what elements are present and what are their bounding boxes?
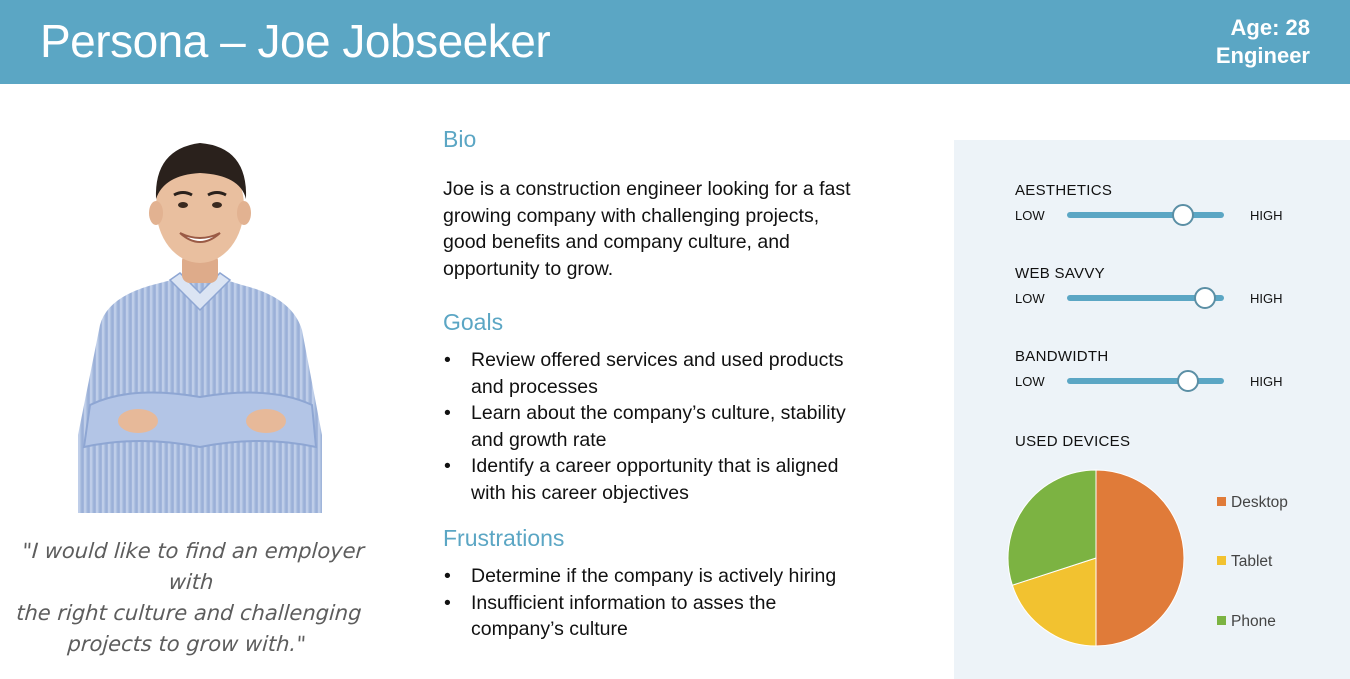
list-item: • Insufficient information to asses the company’s culture — [444, 591, 777, 640]
high-label: HIGH — [1250, 291, 1283, 306]
low-label: LOW — [1015, 374, 1045, 389]
age-label: Age: 28 — [1230, 15, 1310, 40]
list-item: • Determine if the company is actively hiring — [444, 565, 837, 587]
legend-swatch — [1217, 556, 1226, 565]
web-savvy-slider[interactable] — [1067, 295, 1224, 301]
legend-item-tablet: Tablet — [1217, 553, 1272, 571]
pie-slice-desktop — [1096, 470, 1184, 646]
goals-list — [443, 347, 913, 506]
goals-heading: Goals — [443, 309, 504, 335]
frustrations-heading: Frustrations — [443, 525, 565, 551]
slider-knob[interactable] — [1194, 287, 1216, 309]
slider-label-bandwidth: BANDWIDTH — [1015, 348, 1109, 365]
low-label: LOW — [1015, 291, 1045, 306]
slider-knob[interactable] — [1172, 204, 1194, 226]
page-title: Persona – Joe Jobseeker — [40, 15, 551, 67]
high-label: HIGH — [1250, 208, 1283, 223]
slider-knob[interactable] — [1177, 370, 1199, 392]
frustrations-list — [443, 563, 913, 643]
occupation-label: Engineer — [1215, 43, 1310, 68]
slider-label-web-savvy: WEB SAVVY — [1015, 265, 1105, 282]
slider-label-aesthetics: AESTHETICS — [1015, 182, 1113, 199]
persona-meta — [1216, 14, 1310, 70]
legend-item-phone: Phone — [1217, 613, 1276, 631]
legend-swatch — [1217, 497, 1226, 506]
used-devices-pie-chart — [1007, 469, 1185, 647]
chart-title: USED DEVICES — [1015, 433, 1131, 450]
list-item: • Review offered services and used products and processes — [444, 349, 844, 398]
list-item: • Identify a career opportunity that is aligned with his career objectives — [444, 455, 839, 504]
legend-swatch — [1217, 616, 1226, 625]
header-bar — [0, 0, 1350, 84]
bio-text: Joe is a construction engineer looking for a fast growing company with challenging projects, good benefits and company culture, and opportunity to grow. — [443, 178, 851, 280]
persona-quote: "I would like to find an employer with the right culture and challenging projects to grow with." — [15, 539, 366, 656]
list-item: • Learn about the company’s culture, stability and growth rate — [444, 402, 846, 451]
legend-item-desktop: Desktop — [1217, 494, 1288, 512]
low-label: LOW — [1015, 208, 1045, 223]
high-label: HIGH — [1250, 374, 1283, 389]
bandwidth-slider[interactable] — [1067, 378, 1224, 384]
person-photo — [70, 135, 330, 513]
bio-heading: Bio — [443, 126, 477, 152]
aesthetics-slider[interactable] — [1067, 212, 1224, 218]
